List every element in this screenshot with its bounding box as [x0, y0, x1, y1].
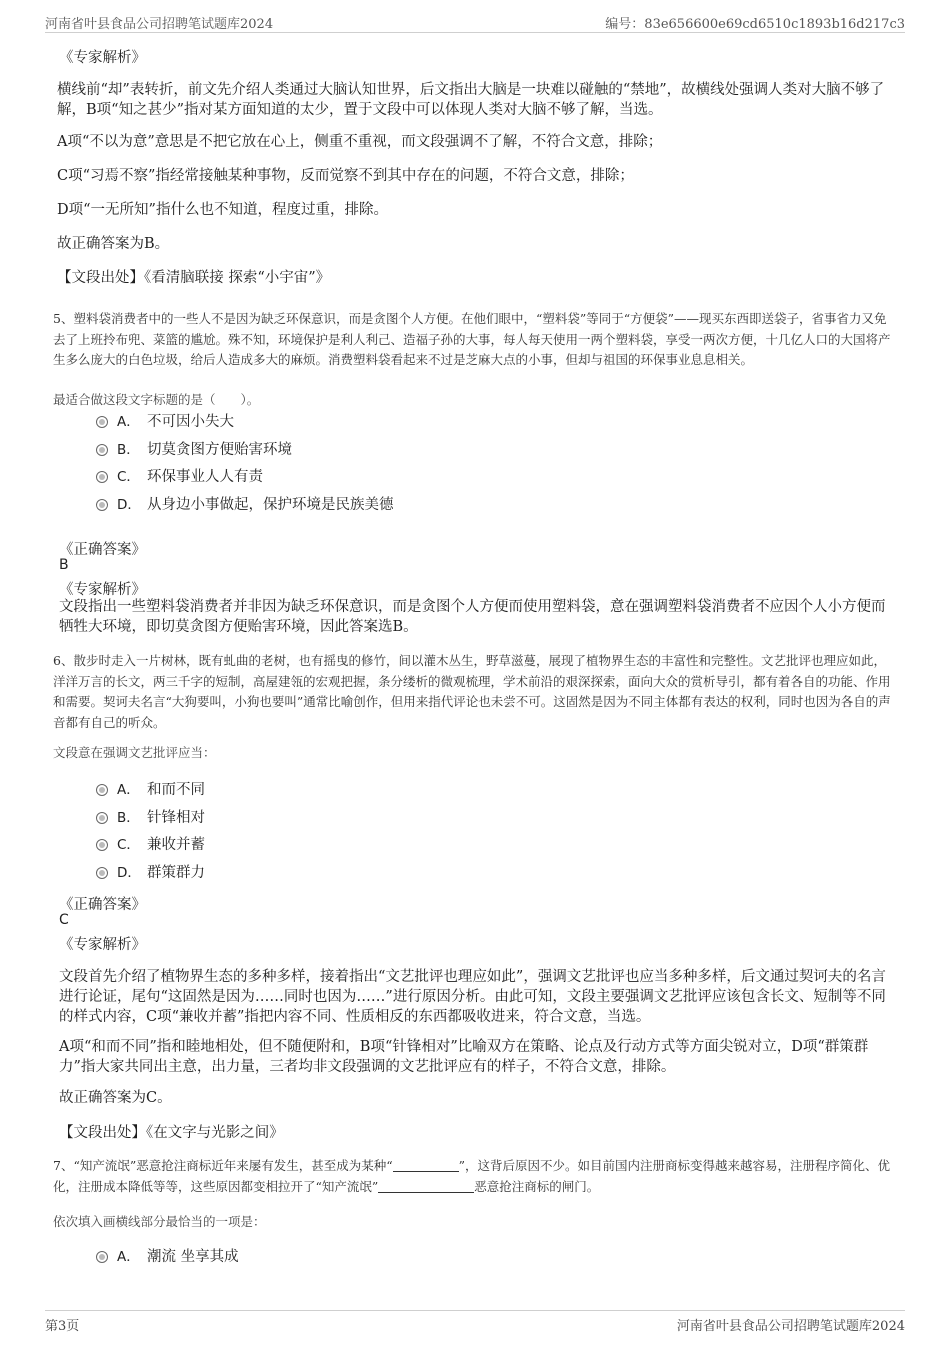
- q5-option-c[interactable]: C． 环保事业人人有责: [96, 466, 263, 488]
- radio-icon[interactable]: [96, 416, 108, 428]
- q4-analysis-option-c: C项“习焉不察”指经常接触某种事物，反而觉察不到其中存在的问题，不符合文意，排除；: [57, 168, 634, 184]
- fill-blank-2: [378, 1179, 474, 1193]
- q6-answer-heading: 《正确答案》: [59, 897, 146, 913]
- q5-option-b[interactable]: B． 切莫贪图方便贻害环境: [96, 439, 292, 461]
- q5-answer: B: [59, 557, 69, 573]
- radio-icon[interactable]: [96, 444, 108, 456]
- q5-analysis: 文段指出一些塑料袋消费者并非因为缺乏环保意识，而是贪图个人方便而使用塑料袋，意在强调塑料袋消费者不应因个人小方便而牺牲大环境，即切莫贪图方便贻害环境，因此答案选B。: [59, 599, 886, 635]
- q4-analysis-option-d: D项“一无所知”指什么也不知道，程度过重，排除。: [57, 202, 388, 218]
- q4-conclusion: 故正确答案为B。: [57, 236, 170, 252]
- q4-source: 【文段出处】《看清脑联接 探索“小宇宙”》: [57, 270, 331, 286]
- q6-option-a[interactable]: A． 和而不同: [96, 779, 205, 801]
- q4-analysis-paragraph: 横线前“却”表转折，前文先介绍人类通过大脑认知世界，后文指出大脑是一块难以碰触的“禁地”，故横线处强调人类对大脑不够了解，B项“知之甚少”指对某方面知道的太少，置于文段中可以体现人类对大脑不够了解，当选。: [57, 82, 885, 118]
- q7-passage: 7、“知产流氓”恶意抢注商标近年来屡有发生，甚至成为某种“ ”，这背后原因不少。如目前国内注册商标变得越来越容易，注册程序简化、优化，注册成本降低等等，这些原因都变相拉开了“知产流氓” 恶意抢注商标的闸门。: [53, 1158, 891, 1194]
- radio-icon[interactable]: [96, 1251, 108, 1263]
- q6-option-d[interactable]: D． 群策群力: [96, 862, 205, 884]
- q7-stem: 依次填入画横线部分最恰当的一项是：: [53, 1214, 266, 1229]
- q6-stem: 文段意在强调文艺批评应当：: [53, 745, 216, 760]
- footer-page-number: 第3页: [45, 1319, 80, 1334]
- q6-option-b[interactable]: B． 针锋相对: [96, 807, 205, 829]
- page-footer: [45, 1310, 905, 1335]
- q6-answer: C: [59, 912, 69, 928]
- q4-analysis-option-a: A项“不以为意”意思是不把它放在心上，侧重不重视，而文段强调不了解，不符合文意，排除；: [57, 134, 663, 150]
- footer-doc-title: 河南省叶县食品公司招聘笔试题库2024: [676, 1319, 905, 1334]
- q5-stem: 最适合做这段文字标题的是（ ）。: [53, 392, 260, 407]
- fill-blank-1: [393, 1158, 459, 1172]
- q6-option-c[interactable]: C． 兼收并蓄: [96, 834, 205, 856]
- q5-option-a[interactable]: A． 不可因小失大: [96, 411, 234, 433]
- radio-icon[interactable]: [96, 812, 108, 824]
- radio-icon[interactable]: [96, 499, 108, 511]
- q5-analysis-heading: 《专家解析》: [59, 582, 146, 598]
- q5-answer-heading: 《正确答案》: [59, 542, 146, 558]
- radio-icon[interactable]: [96, 784, 108, 796]
- q6-analysis-heading: 《专家解析》: [59, 937, 146, 953]
- q6-source: 【文段出处】《在文字与光影之间》: [59, 1125, 284, 1141]
- radio-icon[interactable]: [96, 839, 108, 851]
- radio-icon[interactable]: [96, 471, 108, 483]
- q6-analysis-paragraph: 文段首先介绍了植物界生态的多种多样，接着指出“文艺批评也理应如此”，强调文艺批评也应当多种多样，后文通过契诃夫的名言进行论证，尾句“这固然是因为……同时也因为……”进行原因分析。由此可知，文段主要强调文艺批评应该包含长文、短制等不同的样式内容，C项“兼收并蓄”指把内容不同、性质相反的东西都吸收进来，符合文意，当选。: [59, 969, 886, 1025]
- q5-option-d[interactable]: D． 从身边小事做起，保护环境是民族美德: [96, 494, 394, 516]
- q6-analysis-options: A项“和而不同”指和睦地相处，但不随便附和，B项“针锋相对”比喻双方在策略、论点及行动方式等方面尖锐对立，D项“群策群力”指大家共同出主意，出力量，三者均非文段强调的文艺批评应有的样子，不符合文意，排除。: [59, 1039, 869, 1075]
- page-header: [45, 10, 905, 33]
- q7-option-a[interactable]: A． 潮流 坐享其成: [96, 1246, 239, 1268]
- q6-conclusion: 故正确答案为C。: [59, 1090, 172, 1106]
- header-doc-id: 编号：83e656600e69cd6510c1893b16d217c3: [605, 17, 905, 32]
- radio-icon[interactable]: [96, 867, 108, 879]
- q4-analysis-heading: 《专家解析》: [59, 50, 146, 66]
- q6-passage: 6、散步时走入一片树林，既有虬曲的老树，也有摇曳的修竹，间以灌木丛生，野草滋蔓，展现了植物界生态的丰富性和完整性。文艺批评也理应如此，洋洋万言的长文，两三千字的短制，高屋建瓴的宏观把握，条分缕析的微观梳理，学术前沿的艰深探索，面向大众的赏析导引，都有着各自的功能、作用和需要。契诃夫名言“大狗要叫，小狗也要叫”通常比喻创作，但用来指代评论也未尝不可。这固然是因为不同主体都有表达的权利，同时也因为各自的声音都有自己的听众。: [53, 653, 891, 730]
- q5-passage: 5、塑料袋消费者中的一些人不是因为缺乏环保意识，而是贪图个人方便。在他们眼中，“塑料袋”等同于“方便袋”——现买东西即送袋子，省事省力又免去了上班拎布兜、菜篮的尴尬。殊不知，环境保护是利人利己、造福子孙的大事，每人每天使用一两个塑料袋，享受一两次方便，十几亿人口的大国将产生多么庞大的白色垃圾，给后人造成多大的麻烦。消费塑料袋看起来不过是芝麻大点的小事，但却与祖国的环保事业息息相关。: [53, 311, 891, 367]
- header-doc-title: 河南省叶县食品公司招聘笔试题库2024: [45, 17, 274, 32]
